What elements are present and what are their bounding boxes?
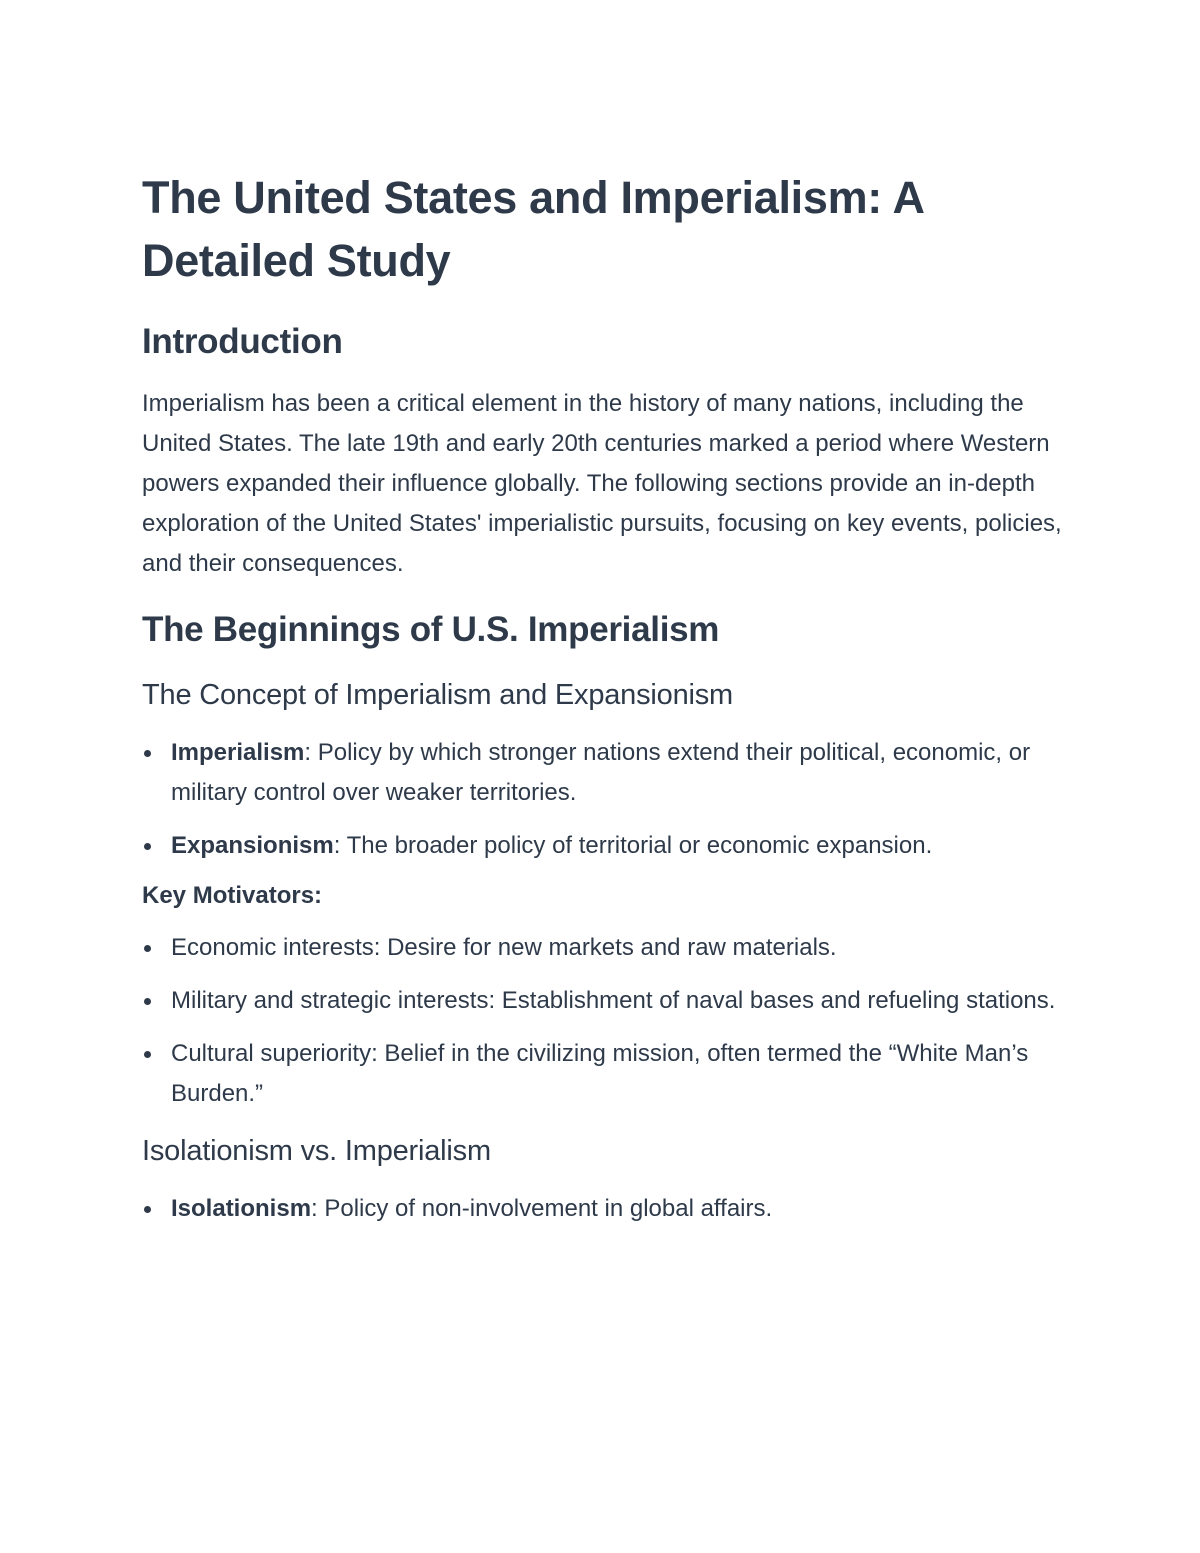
term-definition: : Policy of non-involvement in global affairs.	[311, 1195, 773, 1222]
term-label: Imperialism	[171, 739, 305, 766]
document-page	[142, 166, 1062, 1229]
list-item	[142, 826, 1062, 866]
document-title: The United States and Imperialism: A Detailed Study	[142, 172, 924, 286]
term-definition: : The broader policy of territorial or economic expansion.	[333, 832, 933, 859]
concept-list	[142, 733, 1062, 866]
list-item: Military and strategic interests: Establishment of naval bases and refueling stations.	[142, 981, 1062, 1021]
motivators-list	[142, 928, 1062, 1114]
list-item: Economic interests: Desire for new markets and raw materials.	[142, 928, 1062, 968]
introduction-heading: Introduction	[142, 322, 343, 361]
key-motivators-label: Key Motivators:	[142, 882, 323, 909]
introduction-paragraph: Imperialism has been a critical element in the history of many nations, including the United States. The late 19th and early 20th centuries marked a period where Western powers expanded their influence globally. The following sections provide an in-depth exploration of the United States' imperialistic pursuits, focusing on key events, policies, and their consequences.	[142, 390, 1062, 577]
term-label: Isolationism	[171, 1195, 312, 1222]
isolationism-subheading: Isolationism vs. Imperialism	[142, 1135, 491, 1167]
concept-subheading: The Concept of Imperialism and Expansionism	[142, 679, 734, 711]
beginnings-heading: The Beginnings of U.S. Imperialism	[142, 610, 720, 649]
list-item	[142, 1189, 1062, 1229]
list-item: Cultural superiority: Belief in the civilizing mission, often termed the “White Man’s Burden.”	[142, 1034, 1062, 1114]
isolationism-list	[142, 1189, 1062, 1229]
list-item	[142, 733, 1062, 813]
term-label: Expansionism	[171, 832, 334, 859]
term-definition: : Policy by which stronger nations extend their political, economic, or military control over weaker territories.	[171, 739, 1031, 806]
